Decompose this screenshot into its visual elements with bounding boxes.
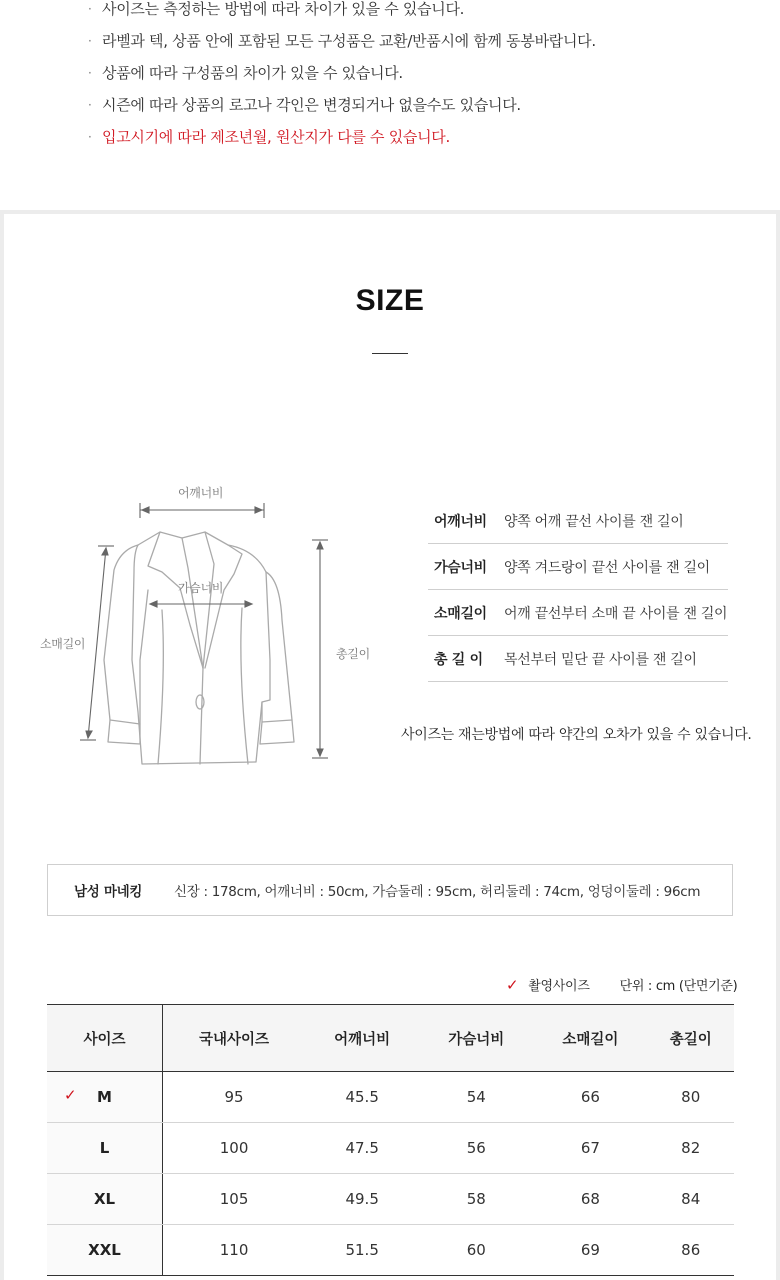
jacket-illustration-icon	[30, 480, 390, 770]
size-name: M	[97, 1088, 112, 1106]
definition-desc: 목선부터 밑단 끝 사이를 잰 길이	[504, 651, 697, 668]
table-cell: 68	[533, 1174, 647, 1225]
measurement-definitions	[428, 498, 728, 682]
table-row	[47, 1225, 734, 1276]
definition-term: 어깨너비	[434, 513, 487, 530]
size-cell: L	[47, 1123, 163, 1174]
length-label: 총길이	[336, 647, 370, 661]
header-shoulder: 어깨너비	[305, 1005, 419, 1072]
model-label: 남성 마네킹	[74, 884, 143, 900]
size-cell: XL	[47, 1174, 163, 1225]
table-cell: 69	[533, 1225, 647, 1276]
note-item-highlight: · 입고시기에 따라 제조년월, 원산지가 다를 수 있습니다.	[88, 128, 450, 146]
size-disclaimer: 사이즈는 재는방법에 따라 약간의 오차가 있을 수 있습니다.	[401, 727, 752, 743]
definition-desc: 어깨 끝선부터 소매 끝 사이를 잰 길이	[504, 605, 728, 622]
table-legend	[506, 975, 737, 994]
table-header-row	[47, 1005, 734, 1072]
note-item: · 라벨과 텍, 상품 안에 포함된 모든 구성품은 교환/반품시에 함께 동봉바랍니다.	[88, 32, 596, 50]
header-size: 사이즈	[47, 1005, 163, 1072]
table-cell: 56	[419, 1123, 533, 1174]
header-sleeve: 소매길이	[533, 1005, 647, 1072]
table-cell: 60	[419, 1225, 533, 1276]
note-text: 사이즈는 측정하는 방법에 따라 차이가 있을 수 있습니다.	[102, 0, 465, 18]
table-cell: 67	[533, 1123, 647, 1174]
sleeve-label: 소매길이	[40, 637, 86, 651]
note-text: 라벨과 텍, 상품 안에 포함된 모든 구성품은 교환/반품시에 함께 동봉바랍니다.	[102, 32, 596, 50]
model-values: 신장 : 178cm, 어깨너비 : 50cm, 가슴둘레 : 95cm, 허리둘레 : 74cm, 엉덩이둘레 : 96cm	[174, 884, 701, 900]
notes-section	[0, 0, 780, 210]
definition-term: 총 길 이	[434, 651, 483, 668]
definition-term: 가슴너비	[434, 559, 487, 576]
table-cell: 80	[647, 1072, 734, 1123]
section-title: SIZE	[355, 284, 425, 317]
note-item: · 상품에 따라 구성품의 차이가 있을 수 있습니다.	[88, 64, 403, 82]
table-cell: 95	[163, 1072, 306, 1123]
definition-desc: 양쪽 어깨 끝선 사이를 잰 길이	[504, 513, 684, 530]
size-cell	[47, 1072, 163, 1123]
table-row	[47, 1072, 734, 1123]
checkmark-icon: ✓	[506, 975, 519, 994]
shoulder-label: 어깨너비	[178, 486, 224, 500]
title-underline	[372, 353, 408, 354]
table-cell: 110	[163, 1225, 306, 1276]
table-row	[47, 1123, 734, 1174]
note-text: 시즌에 따라 상품의 로고나 각인은 변경되거나 없을수도 있습니다.	[102, 96, 521, 114]
note-item: · 사이즈는 측정하는 방법에 따라 차이가 있을 수 있습니다.	[88, 0, 465, 18]
table-row	[47, 1174, 734, 1225]
header-chest: 가슴너비	[419, 1005, 533, 1072]
table-cell: 58	[419, 1174, 533, 1225]
table-cell: 54	[419, 1072, 533, 1123]
definition-desc: 양쪽 겨드랑이 끝선 사이를 잰 길이	[504, 559, 710, 576]
table-cell: 100	[163, 1123, 306, 1174]
note-item: · 시즌에 따라 상품의 로고나 각인은 변경되거나 없을수도 있습니다.	[88, 96, 521, 114]
definition-row	[428, 590, 728, 636]
note-text: 입고시기에 따라 제조년월, 원산지가 다를 수 있습니다.	[102, 128, 450, 146]
table-cell: 84	[647, 1174, 734, 1225]
definition-row	[428, 636, 728, 682]
notes-list	[88, 0, 596, 153]
photo-size-label: 촬영사이즈	[528, 979, 590, 994]
definition-row	[428, 498, 728, 544]
table-cell: 47.5	[305, 1123, 419, 1174]
table-cell: 86	[647, 1225, 734, 1276]
table-cell: 45.5	[305, 1072, 419, 1123]
chest-label: 가슴너비	[178, 581, 224, 595]
table-cell: 49.5	[305, 1174, 419, 1225]
size-table	[47, 1004, 734, 1276]
checkmark-icon: ✓	[64, 1086, 77, 1104]
header-domestic-size: 국내사이즈	[163, 1005, 306, 1072]
unit-label: 단위 : cm (단면기준)	[619, 979, 738, 994]
table-cell: 66	[533, 1072, 647, 1123]
size-cell: XXL	[47, 1225, 163, 1276]
header-length: 총길이	[647, 1005, 734, 1072]
note-text: 상품에 따라 구성품의 차이가 있을 수 있습니다.	[102, 64, 403, 82]
definition-row	[428, 544, 728, 590]
definition-term: 소매길이	[434, 605, 487, 622]
table-cell: 105	[163, 1174, 306, 1225]
table-cell: 51.5	[305, 1225, 419, 1276]
table-cell: 82	[647, 1123, 734, 1174]
model-measurements	[47, 864, 733, 916]
jacket-diagram	[30, 480, 390, 770]
